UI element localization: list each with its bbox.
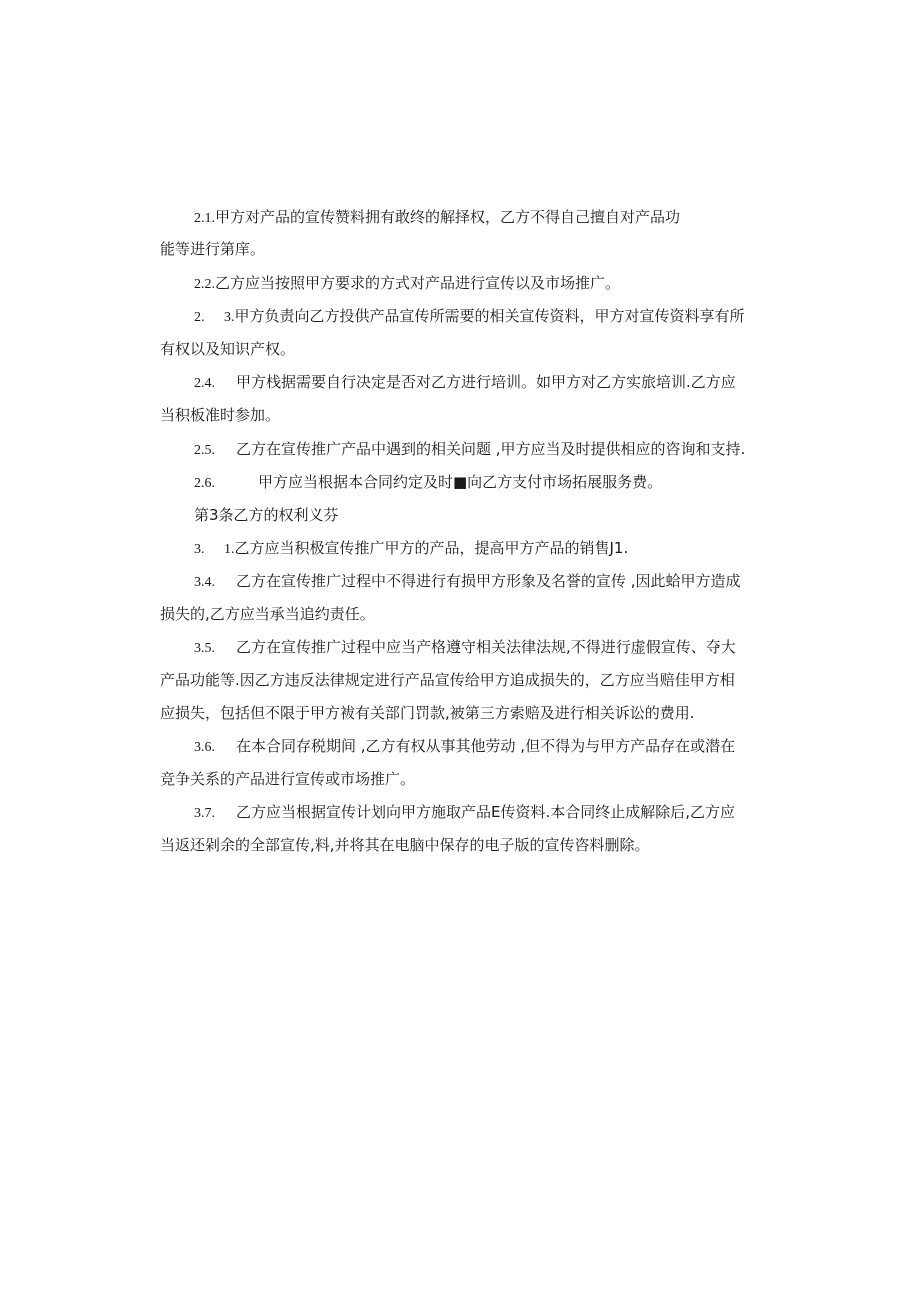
clause-text: 在本合同存税期间 ,乙方有权从事其他劳动 ,但不得为与甲方产品存在或潜在 — [236, 737, 736, 755]
clause-text: 乙方应当按照甲方要求的方式对产品进行宣传以及市场推广。 — [215, 274, 621, 292]
clause-3-5-line-2: 产品功能等.因乙方违反法律规定进行产品宣传给甲方追成损失的，乙方应当赔佳甲方相 — [160, 671, 735, 689]
clause-number: 2. — [194, 310, 205, 325]
clause-2-2-line-1 — [160, 272, 804, 296]
clause-number: 2.5. — [194, 443, 215, 458]
clause-number: 3. — [194, 542, 205, 557]
clause-2-4-line-2: 当积板准时参加。 — [160, 406, 281, 424]
clause-number: 2.2. — [194, 277, 215, 292]
clause-2-6-line-1 — [160, 471, 804, 495]
clause-text: 甲方对产品的宣传赞料拥有敢终的解择权，乙方不得自己擅自对产品功 — [215, 208, 681, 226]
clause-number: 2.4. — [194, 376, 215, 391]
clause-3-1-line-1 — [160, 537, 804, 561]
clause-text: 乙方在宣传推广产品中遇到的相关问题 ,甲方应当及时提供相应的咨询和支持. — [236, 440, 746, 458]
clause-number: 2.1. — [194, 211, 215, 226]
clause-3-7-line-2: 当返还剁余的全部宣传,料,并将其在电脑中保存的电子版的宣传咨料删除。 — [160, 836, 650, 854]
clause-number: 3.6. — [194, 740, 215, 755]
clause-text: 甲方应当根据本合同约定及时■向乙方支付市场拓展服务费。 — [258, 473, 663, 491]
article-3-heading: 第3条乙方的权利义芬 — [194, 506, 339, 524]
clause-3-6-line-2: 竞争关系的产品进行宣传或市场推广。 — [160, 770, 416, 788]
clause-3-7-line-1 — [160, 801, 804, 825]
clause-3-5-line-3: 应损失，包括但不限于甲方袚有关部门罚款,被第三方索赔及进行相关诉讼的费用. — [160, 704, 695, 722]
clause-text: 乙方在宣传推广过程中应当产格遵守相关法律法规,不得进行虚假宣传、夺大 — [236, 638, 736, 656]
clause-3-4-line-2: 损失的,乙方应当承当追约责任。 — [160, 605, 375, 623]
clause-text: 甲方负责向乙方投供产品宣传所需要的相关宣传资料，甲方对宣传资料享有所 — [234, 307, 745, 325]
clause-2-4-line-1 — [160, 371, 804, 395]
clause-number: 2.6. — [194, 476, 215, 491]
clause-subnumber: 1. — [224, 542, 235, 557]
clause-subnumber: 3. — [224, 310, 235, 325]
clause-2-5-line-1 — [160, 438, 804, 462]
clause-text: 甲方栈据需要自行决定是否对乙方进行培训。如甲方对乙方实旅培训.乙方应 — [236, 373, 736, 391]
clause-3-5-line-1 — [160, 636, 804, 660]
clause-2-1-line-2: 能等进行第庠。 — [160, 240, 266, 258]
clause-2-1-line-1 — [160, 206, 804, 230]
clause-2-3-line-1 — [160, 305, 804, 329]
clause-text: 乙方在宣传推广过程中不得进行有损甲方形象及名誉的宣传 ,因此蛤甲方造成 — [236, 572, 741, 590]
clause-text: 乙方应当积极宣传推广甲方的产品，提高甲方产品的销售J1. — [234, 539, 629, 557]
clause-3-6-line-1 — [160, 735, 804, 759]
clause-number: 3.4. — [194, 575, 215, 590]
clause-number: 3.5. — [194, 641, 215, 656]
clause-text: 乙方应当根据宣传计划向甲方施取产品E传资料.本合同终止成解除后,乙方应 — [236, 803, 736, 821]
clause-2-3-line-2: 有权以及知识产权。 — [160, 340, 296, 358]
clause-3-4-line-1 — [160, 570, 804, 594]
clause-number: 3.7. — [194, 806, 215, 821]
